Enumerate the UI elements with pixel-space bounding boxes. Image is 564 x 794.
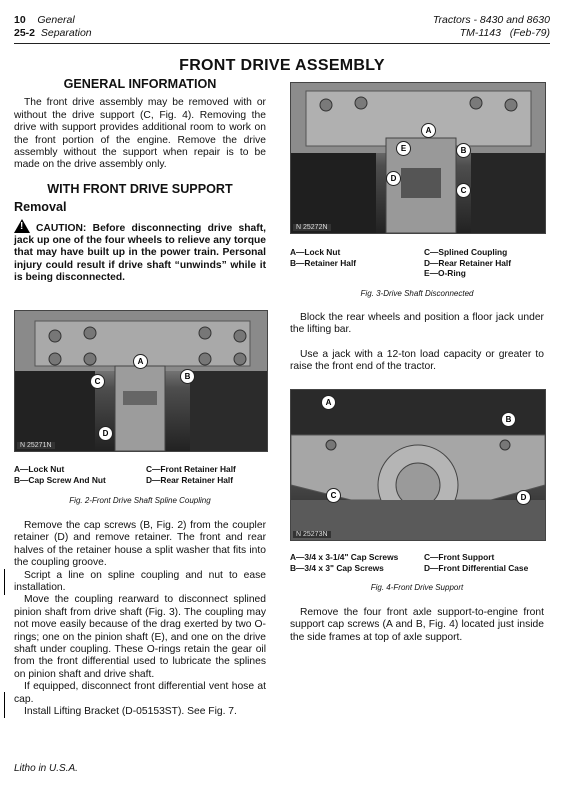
para-vent-hose: If equipped, disconnect front differential vent hose at cap.: [14, 681, 266, 705]
para-jack-capacity: Use a jack with a 12-ton load capacity or greater to raise the front end of the tractor.: [290, 348, 544, 373]
para-remove-cap-screws: Remove the cap screws (B, Fig. 2) from the coupler retainer (D) and remove retainer. The front and rear halves of the retainer house a split washer that fits into the coupling groove.: [14, 520, 266, 569]
fig2-legend-b: B—Cap Screw And Nut: [14, 474, 106, 485]
fig2-photo: [14, 310, 268, 452]
fig4-photo: [290, 389, 546, 541]
fig2-legend: [14, 464, 266, 485]
fig2-callout-d: D: [98, 426, 113, 441]
fig2-legend-d: D—Rear Retainer Half: [146, 474, 234, 485]
fig4-caption: Fig. 4-Front Drive Support: [370, 583, 464, 592]
fig2-callout-c: C: [90, 374, 105, 389]
chapter-name: General: [37, 14, 75, 26]
fig3-legend: [290, 247, 544, 279]
change-bar: [4, 692, 5, 718]
para-lifting-bracket: Install Lifting Bracket (D-05153ST). See Fig. 7.: [24, 706, 237, 718]
fig4-callout-a: A: [321, 395, 336, 410]
right-body-2: [290, 607, 544, 644]
para-block-wheels: Block the rear wheels and position a floor jack under the lifting bar.: [290, 312, 544, 336]
page-header-left: [14, 14, 92, 40]
right-body-1: [290, 312, 544, 374]
fig3-callout-c: C: [456, 183, 471, 198]
fig3-callout-e: E: [396, 141, 411, 156]
fig2-callout-b: B: [180, 369, 195, 384]
fig4-legend-a: A—3/4 x 3-1/4" Cap Screws: [290, 552, 399, 562]
fig3-legend-e: E—O-Ring: [424, 268, 466, 278]
fig3-legend-blank: [290, 268, 424, 279]
header-rule: [14, 43, 550, 44]
section-number: 25-2: [14, 27, 36, 39]
fig2-callout-a: A: [133, 354, 148, 369]
fig2-caption: Fig. 2-Front Drive Shaft Spline Coupling: [69, 496, 211, 505]
page-header-right: [433, 14, 550, 40]
fig2-legend-c: C—Front Retainer Half: [146, 464, 236, 474]
fig3-callout-a: A: [421, 123, 436, 138]
caution-paragraph: [14, 219, 266, 285]
para-remove-axle-screws: Remove the four front axle support-to-engine front support cap screws (A and B, Fig. 4) located just inside the side frames at top of axle support.: [290, 607, 544, 643]
support-heading: WITH FRONT DRIVE SUPPORT: [47, 181, 233, 196]
product-name: Tractors - 8430 and 8630: [432, 14, 550, 26]
fig3-legend-b: B—Retainer Half: [290, 257, 357, 268]
fig2-photo-id: N 25271N: [17, 442, 55, 449]
manual-id: TM-1143: [459, 27, 501, 39]
left-column: [14, 78, 266, 285]
drive-coupling-illustration: [15, 311, 267, 451]
fig3-photo: [290, 82, 546, 234]
fig3-callout-b: B: [456, 143, 471, 158]
fig4-legend-b: B—3/4 x 3" Cap Screws: [290, 562, 384, 573]
fig4-legend: [290, 552, 544, 573]
fig4-callout-c: C: [326, 488, 341, 503]
page-number: 10: [14, 14, 26, 26]
fig4-callout-d: D: [516, 490, 531, 505]
fig3-legend-c: C—Splined Coupling: [424, 247, 508, 257]
general-paragraph: The front drive assembly may be removed with or without the drive support (C, Fig. 4). Removing the drive with support provides additional room to work on the front portion of the engine. Remove the drive assembly without the support when repair is to be made on the drive assembly only.: [14, 97, 266, 171]
fig3-caption: Fig. 3-Drive Shaft Disconnected: [360, 289, 474, 298]
warning-icon: [14, 219, 30, 233]
caution-text: CAUTION: Before disconnecting drive shaft, jack up one of the four wheels to relieve any torque that may have built up in the power train. Personal injury could result if drive shaft “unwinds” while it is being disconnected.: [14, 222, 266, 284]
left-body: [14, 520, 266, 719]
fig4-callout-b: B: [501, 412, 516, 427]
fig3-legend-d: D—Rear Retainer Half: [424, 257, 512, 268]
page-title: FRONT DRIVE ASSEMBLY: [179, 57, 385, 74]
fig3-photo-id: N 25272N: [293, 224, 331, 231]
fig4-photo-id: N 25273N: [293, 531, 331, 538]
fig3-legend-a: A—Lock Nut: [290, 247, 341, 257]
fig3-callout-d: D: [386, 171, 401, 186]
para-script-line: Script a line on spline coupling and nut to ease installation.: [14, 569, 266, 594]
fig2-legend-a: A—Lock Nut: [14, 464, 65, 474]
change-bar: [4, 569, 5, 595]
manual-date: (Feb-79): [509, 27, 550, 39]
general-heading: GENERAL INFORMATION: [63, 77, 217, 91]
fig4-legend-d: D—Front Differential Case: [424, 562, 529, 573]
footer-litho: Litho in U.S.A.: [14, 763, 78, 774]
para-move-coupling: Move the coupling rearward to disconnect splined pinion shaft from drive shaft (Fig. 3). The coupling may not move easily because of the drag exerted by two O-rings; one on the pinion shaft (E), and one on the drive shaft under coupling. These O-rings retain the gear oil from the front differential used to lubricate the splines on pinion shaft and drive shaft.: [14, 594, 266, 680]
fig4-legend-c: C—Front Support: [424, 552, 495, 562]
removal-heading: Removal: [14, 200, 67, 215]
drive-shaft-illustration: [291, 83, 545, 233]
subsection-name: Separation: [40, 27, 92, 39]
